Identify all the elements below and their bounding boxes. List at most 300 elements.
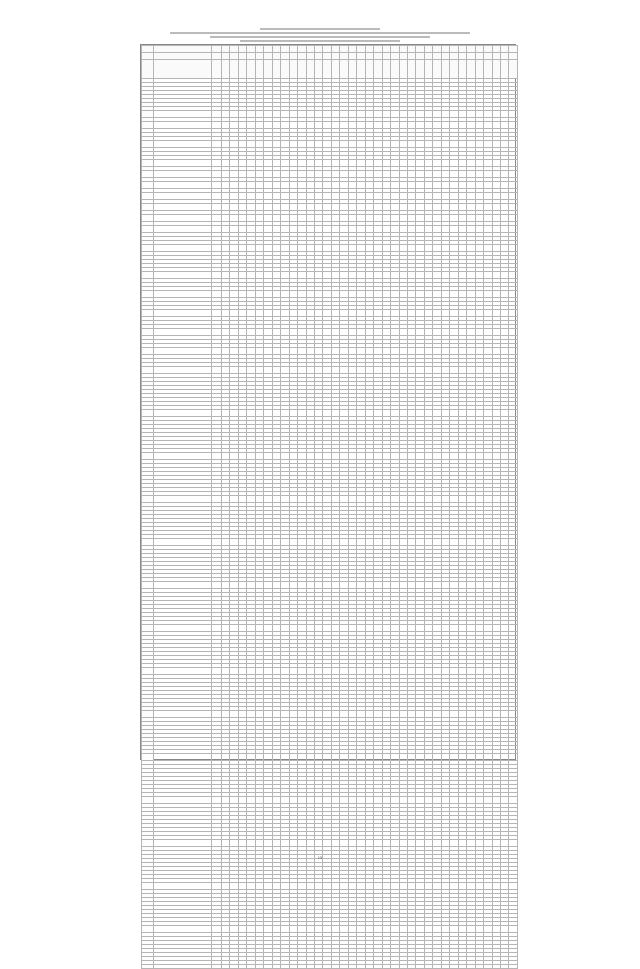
table-cell — [306, 539, 314, 546]
table-cell — [365, 111, 373, 118]
table-cell — [433, 160, 441, 167]
table-cell — [391, 329, 399, 336]
table-cell — [484, 245, 492, 252]
table-cell — [323, 272, 331, 279]
table-cell — [407, 111, 415, 118]
table-cell — [509, 182, 517, 189]
header-cell — [255, 46, 263, 53]
table-cell — [340, 410, 348, 417]
table-cell — [306, 226, 314, 233]
table-cell — [255, 122, 263, 129]
table-cell — [509, 193, 517, 200]
table-cell — [467, 122, 475, 129]
table-cell — [450, 193, 458, 200]
table-cell — [348, 272, 356, 279]
table-cell — [298, 625, 306, 632]
table-cell — [433, 329, 441, 336]
table-cell — [458, 182, 466, 189]
table-cell — [484, 291, 492, 298]
table-cell — [298, 291, 306, 298]
table-cell — [441, 122, 449, 129]
table-cell — [492, 160, 500, 167]
table-cell — [475, 215, 483, 222]
table-cell — [238, 272, 246, 279]
table-cell — [433, 625, 441, 632]
table-cell — [374, 291, 382, 298]
table-cell — [492, 182, 500, 189]
table-cell — [222, 625, 230, 632]
table-cell — [298, 348, 306, 355]
table-cell — [407, 291, 415, 298]
table-cell — [212, 329, 222, 336]
table-cell — [365, 291, 373, 298]
table-cell — [500, 582, 508, 589]
table-row — [142, 171, 518, 178]
header-cell — [365, 60, 373, 79]
table-cell — [382, 141, 390, 148]
table-cell — [475, 193, 483, 200]
table-cell — [475, 122, 483, 129]
table-cell — [391, 539, 399, 546]
table-cell — [357, 272, 365, 279]
table-cell — [222, 122, 230, 129]
table-cell — [264, 141, 272, 148]
table-row — [142, 539, 518, 546]
header-cell — [331, 46, 339, 53]
header-cell — [212, 60, 222, 79]
table-cell — [500, 539, 508, 546]
table-cell — [298, 122, 306, 129]
table-cell — [298, 582, 306, 589]
table-cell — [500, 204, 508, 211]
table-row — [142, 310, 518, 317]
table-cell — [247, 111, 255, 118]
table-cell — [230, 453, 238, 460]
table-cell — [382, 226, 390, 233]
table-cell — [509, 111, 517, 118]
table-cell — [348, 329, 356, 336]
table-cell — [212, 171, 222, 178]
table-cell — [142, 582, 154, 589]
table-cell — [433, 141, 441, 148]
table-cell — [407, 367, 415, 374]
header-cell — [230, 53, 238, 60]
table-cell — [306, 182, 314, 189]
table-cell — [458, 539, 466, 546]
table-cell — [314, 410, 322, 417]
header-cell — [484, 60, 492, 79]
table-cell — [500, 410, 508, 417]
table-cell — [441, 410, 449, 417]
table-cell — [450, 291, 458, 298]
table-cell — [500, 122, 508, 129]
header-cell — [492, 53, 500, 60]
header-cell — [433, 53, 441, 60]
table-cell — [509, 367, 517, 374]
table-cell — [458, 496, 466, 503]
table-cell — [298, 111, 306, 118]
table-cell — [314, 625, 322, 632]
table-cell — [281, 193, 289, 200]
table-cell — [391, 625, 399, 632]
table-cell — [458, 141, 466, 148]
table-cell — [331, 582, 339, 589]
table-cell — [509, 171, 517, 178]
table-cell — [391, 348, 399, 355]
table-cell — [142, 193, 154, 200]
header-row — [142, 60, 518, 79]
header-cell — [348, 46, 356, 53]
table-cell — [458, 367, 466, 374]
table-cell — [142, 171, 154, 178]
table-cell — [357, 160, 365, 167]
table-cell — [340, 215, 348, 222]
table-cell — [348, 215, 356, 222]
table-cell — [255, 111, 263, 118]
table-cell — [222, 226, 230, 233]
table-cell — [247, 160, 255, 167]
table-cell — [374, 367, 382, 374]
table-cell — [433, 496, 441, 503]
table-cell — [238, 182, 246, 189]
table-cell — [323, 226, 331, 233]
table-cell — [281, 367, 289, 374]
table-cell — [509, 453, 517, 460]
table-cell — [230, 291, 238, 298]
table-cell — [314, 160, 322, 167]
table-cell — [424, 160, 432, 167]
table-cell — [298, 193, 306, 200]
table-cell — [298, 226, 306, 233]
table-cell — [374, 453, 382, 460]
table-cell — [264, 171, 272, 178]
header-cell — [281, 60, 289, 79]
table-cell — [365, 122, 373, 129]
table-cell — [484, 367, 492, 374]
table-cell — [314, 193, 322, 200]
table-cell — [500, 310, 508, 317]
header-cell — [255, 53, 263, 60]
table-cell — [264, 329, 272, 336]
table-cell — [340, 122, 348, 129]
table-cell — [281, 122, 289, 129]
table-cell — [238, 310, 246, 317]
table-cell — [458, 215, 466, 222]
table-cell — [484, 625, 492, 632]
table-row — [142, 348, 518, 355]
table-cell — [475, 204, 483, 211]
table-cell — [382, 310, 390, 317]
table-cell — [450, 348, 458, 355]
table-cell — [416, 582, 424, 589]
table-cell — [458, 310, 466, 317]
table-cell — [298, 182, 306, 189]
table-cell — [348, 204, 356, 211]
table-cell — [255, 193, 263, 200]
table-cell — [289, 625, 297, 632]
table-cell — [509, 329, 517, 336]
table-cell — [306, 204, 314, 211]
table-cell — [433, 310, 441, 317]
table-cell — [407, 171, 415, 178]
table-cell — [424, 141, 432, 148]
table-cell — [222, 272, 230, 279]
table-cell — [492, 496, 500, 503]
table-cell — [382, 204, 390, 211]
header-cell — [357, 53, 365, 60]
table-cell — [340, 496, 348, 503]
table-cell — [331, 539, 339, 546]
table-cell — [255, 348, 263, 355]
table-cell — [391, 496, 399, 503]
table-cell — [298, 310, 306, 317]
table-cell — [154, 310, 212, 317]
table-cell — [298, 171, 306, 178]
table-cell — [509, 245, 517, 252]
table-row — [142, 215, 518, 222]
table-cell — [458, 272, 466, 279]
table-cell — [433, 539, 441, 546]
table-cell — [323, 367, 331, 374]
table-cell — [407, 496, 415, 503]
table-cell — [441, 204, 449, 211]
table-cell — [484, 182, 492, 189]
table-cell — [142, 310, 154, 317]
header-cell — [492, 60, 500, 79]
table-cell — [289, 272, 297, 279]
table-cell — [475, 496, 483, 503]
table-cell — [365, 539, 373, 546]
header-cell — [142, 53, 154, 60]
table-cell — [500, 171, 508, 178]
header-cell — [382, 60, 390, 79]
table-cell — [281, 539, 289, 546]
table-cell — [238, 367, 246, 374]
table-cell — [509, 215, 517, 222]
table-cell — [314, 496, 322, 503]
table-cell — [306, 193, 314, 200]
table-cell — [142, 215, 154, 222]
table-cell — [382, 348, 390, 355]
header-cell — [399, 46, 407, 53]
header-cell — [467, 53, 475, 60]
table-cell — [441, 215, 449, 222]
table-cell — [492, 141, 500, 148]
table-cell — [281, 410, 289, 417]
header-cell — [357, 46, 365, 53]
table-cell — [484, 582, 492, 589]
table-cell — [500, 245, 508, 252]
header-cell — [314, 53, 322, 60]
table-cell — [500, 496, 508, 503]
table-cell — [289, 122, 297, 129]
table-cell — [492, 215, 500, 222]
header-cell — [500, 60, 508, 79]
table-cell — [247, 245, 255, 252]
table-cell — [340, 226, 348, 233]
header-cell — [475, 46, 483, 53]
table-cell — [264, 272, 272, 279]
table-cell — [492, 367, 500, 374]
table-cell — [467, 539, 475, 546]
table-cell — [441, 193, 449, 200]
table-cell — [298, 329, 306, 336]
table-cell — [281, 160, 289, 167]
table-cell — [357, 582, 365, 589]
table-cell — [264, 625, 272, 632]
table-cell — [306, 453, 314, 460]
header-cell — [433, 46, 441, 53]
table-cell — [382, 291, 390, 298]
table-cell — [374, 310, 382, 317]
table-cell — [441, 111, 449, 118]
table-cell — [399, 204, 407, 211]
table-cell — [424, 410, 432, 417]
table-cell — [247, 272, 255, 279]
table-cell — [142, 329, 154, 336]
table-cell — [399, 245, 407, 252]
table-cell — [484, 111, 492, 118]
table-cell — [289, 310, 297, 317]
table-cell — [289, 582, 297, 589]
table-cell — [399, 625, 407, 632]
header-cell — [340, 53, 348, 60]
table-cell — [340, 160, 348, 167]
table-cell — [492, 111, 500, 118]
table-cell — [230, 625, 238, 632]
table-cell — [500, 160, 508, 167]
table-cell — [142, 348, 154, 355]
table-cell — [509, 141, 517, 148]
table-cell — [154, 272, 212, 279]
table-cell — [374, 625, 382, 632]
table-cell — [238, 160, 246, 167]
header-cell — [306, 46, 314, 53]
table-cell — [391, 226, 399, 233]
table-cell — [255, 329, 263, 336]
header-cell — [230, 60, 238, 79]
table-cell — [382, 193, 390, 200]
table-cell — [281, 496, 289, 503]
table-cell — [289, 410, 297, 417]
table-cell — [142, 160, 154, 167]
table-row — [142, 329, 518, 336]
table-cell — [314, 329, 322, 336]
table-row — [142, 496, 518, 503]
table-cell — [306, 496, 314, 503]
table-cell — [365, 182, 373, 189]
header-line — [260, 28, 380, 30]
table-cell — [374, 193, 382, 200]
table-cell — [238, 291, 246, 298]
table-cell — [399, 582, 407, 589]
table-cell — [314, 453, 322, 460]
table-cell — [424, 582, 432, 589]
table-cell — [433, 348, 441, 355]
header-cell — [500, 53, 508, 60]
header-cell — [281, 53, 289, 60]
table-cell — [247, 171, 255, 178]
table-cell — [340, 245, 348, 252]
table-cell — [348, 367, 356, 374]
table-cell — [467, 453, 475, 460]
table-cell — [323, 291, 331, 298]
table-cell — [212, 625, 222, 632]
table-cell — [424, 226, 432, 233]
table-cell — [407, 182, 415, 189]
table-cell — [348, 582, 356, 589]
table-cell — [314, 122, 322, 129]
table-cell — [441, 496, 449, 503]
table-cell — [391, 193, 399, 200]
table-cell — [433, 204, 441, 211]
table-cell — [467, 272, 475, 279]
table-cell — [348, 182, 356, 189]
table-cell — [306, 160, 314, 167]
table-cell — [264, 453, 272, 460]
table-cell — [450, 160, 458, 167]
table-cell — [289, 539, 297, 546]
table-cell — [281, 310, 289, 317]
table-cell — [331, 453, 339, 460]
table-cell — [450, 226, 458, 233]
table-cell — [407, 410, 415, 417]
table-cell — [264, 204, 272, 211]
table-cell — [407, 348, 415, 355]
table-cell — [230, 410, 238, 417]
table-cell — [142, 539, 154, 546]
table-cell — [281, 182, 289, 189]
table-cell — [314, 182, 322, 189]
table-cell — [399, 171, 407, 178]
header-cell — [424, 46, 432, 53]
table-row — [142, 182, 518, 189]
table-cell — [450, 171, 458, 178]
table-cell — [458, 171, 466, 178]
table-cell — [289, 204, 297, 211]
table-cell — [272, 582, 280, 589]
table-cell — [475, 625, 483, 632]
table-cell — [365, 141, 373, 148]
table-cell — [306, 625, 314, 632]
table-cell — [230, 348, 238, 355]
table-cell — [142, 410, 154, 417]
table-cell — [222, 410, 230, 417]
table-cell — [272, 141, 280, 148]
table-cell — [391, 367, 399, 374]
table-cell — [357, 453, 365, 460]
table-cell — [382, 182, 390, 189]
header-cell — [281, 46, 289, 53]
table-cell — [323, 582, 331, 589]
header-cell — [433, 60, 441, 79]
header-cell — [298, 46, 306, 53]
table-cell — [264, 291, 272, 298]
header-line — [170, 32, 470, 34]
header-cell — [391, 46, 399, 53]
table-cell — [374, 329, 382, 336]
table-cell — [467, 204, 475, 211]
table-cell — [314, 204, 322, 211]
table-cell — [238, 625, 246, 632]
table-cell — [212, 204, 222, 211]
table-cell — [230, 215, 238, 222]
table-cell — [407, 453, 415, 460]
table-cell — [314, 539, 322, 546]
table-cell — [323, 141, 331, 148]
table-cell — [492, 453, 500, 460]
header-cell — [222, 53, 230, 60]
